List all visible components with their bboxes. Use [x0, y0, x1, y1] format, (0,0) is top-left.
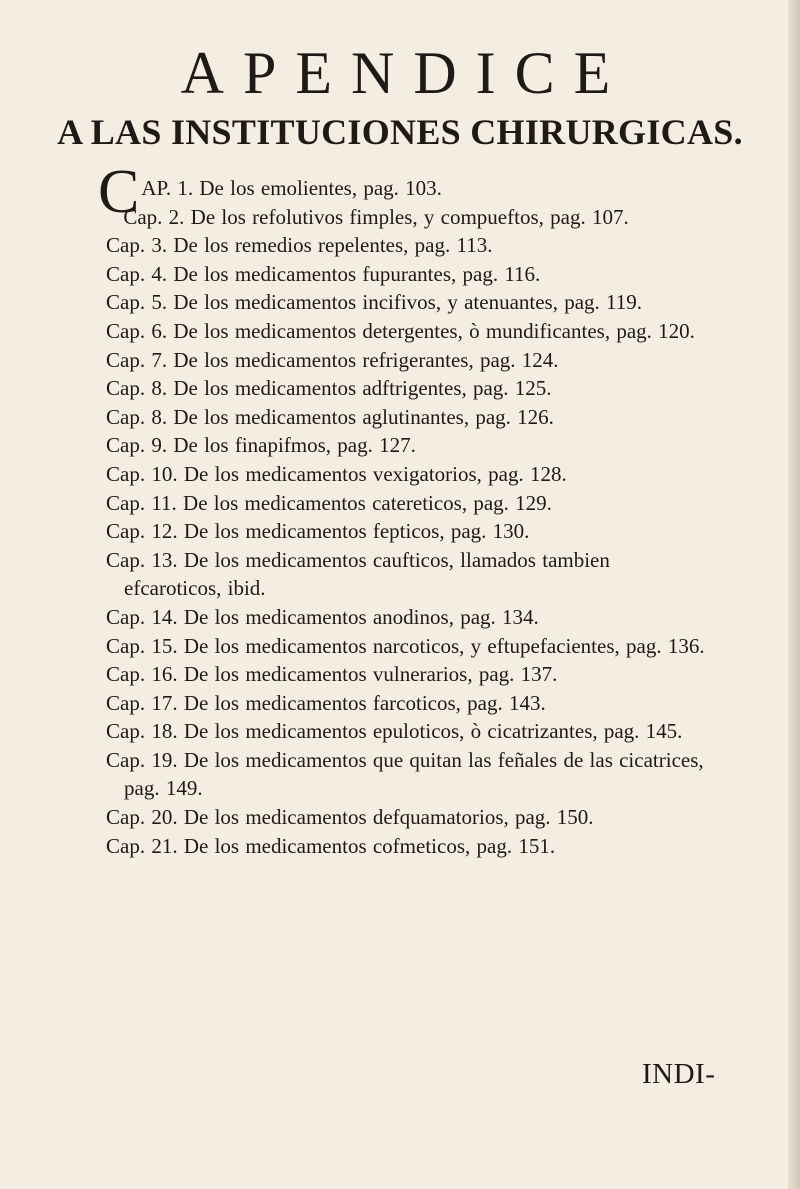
chapter-entry: Cap. 8. De los medicamentos aglutinantes, pag. 126. [106, 404, 554, 429]
chapter-entry: Cap. 4. De los medicamentos fupurantes, pag. 116. [106, 261, 541, 286]
chapter-entry: Cap. 20. De los medicamentos defquamatorios, pag. 150. [106, 805, 594, 830]
chapter-entry: Cap. 5. De los medicamentos incifivos, y atenuantes, pag. 119. [106, 290, 643, 315]
drop-cap: C [98, 158, 140, 226]
chapter-entry: Cap. 9. De los finapifmos, pag. 127. [106, 433, 416, 458]
chapter-entry: Cap. 12. De los medicamentos fepticos, pag. 130. [106, 519, 530, 544]
chapter-entry: Cap. 15. De los medicamentos narcoticos, y eftupefacientes, pag. 136. [106, 633, 705, 658]
chapter-entry: Cap. 7. De los medicamentos refrigerantes, pag. 124. [106, 347, 559, 372]
chapter-entry: Cap. 8. De los medicamentos adftrigentes, pag. 125. [106, 376, 552, 401]
chapter-entry: Cap. 13. De los medicamentos caufticos, llamados tambien efcaroticos, ibid. [106, 547, 610, 601]
chapter-entry: Cap. 19. De los medicamentos que quitan las feñales de las cicatrices, pag. 149. [106, 747, 704, 801]
chapter-entry: Cap. 3. De los remedios repelentes, pag. 113. [106, 233, 493, 258]
chapter-entry: Cap. 10. De los medicamentos vexigatorios, pag. 128. [106, 461, 567, 486]
chapter-entry: Cap. 21. De los medicamentos cofmeticos, pag. 151. [106, 833, 556, 858]
chapter-entry: Cap. 16. De los medicamentos vulnerarios, pag. 137. [106, 662, 558, 687]
chapter-entry: Cap. 18. De los medicamentos epuloticos, ò cicatrizantes, pag. 145. [106, 719, 683, 744]
chapter-list [98, 158, 706, 860]
catchword: INDI- [642, 1058, 716, 1090]
page-subtitle: A LAS INSTITUCIONES CHIRURGICAS. [57, 112, 743, 152]
chapter-entry: Cap. 11. De los medicamentos catereticos, pag. 129. [106, 490, 552, 515]
chapter-entry: Cap. 17. De los medicamentos farcoticos, pag. 143. [106, 690, 546, 715]
page-edge [788, 0, 800, 1189]
chapter-entry: Cap. 6. De los medicamentos detergentes, ò mundificantes, pag. 120. [106, 318, 695, 343]
chapter-entry: Cap. 2. De los refolutivos fimples, y compueftos, pag. 107. [123, 204, 629, 229]
chapter-entry: Cap. 14. De los medicamentos anodinos, pag. 134. [106, 604, 539, 629]
chapter-entry-text: AP. 1. De los emolientes, pag. 103. [141, 176, 442, 200]
page-title: APENDICE [180, 40, 630, 106]
